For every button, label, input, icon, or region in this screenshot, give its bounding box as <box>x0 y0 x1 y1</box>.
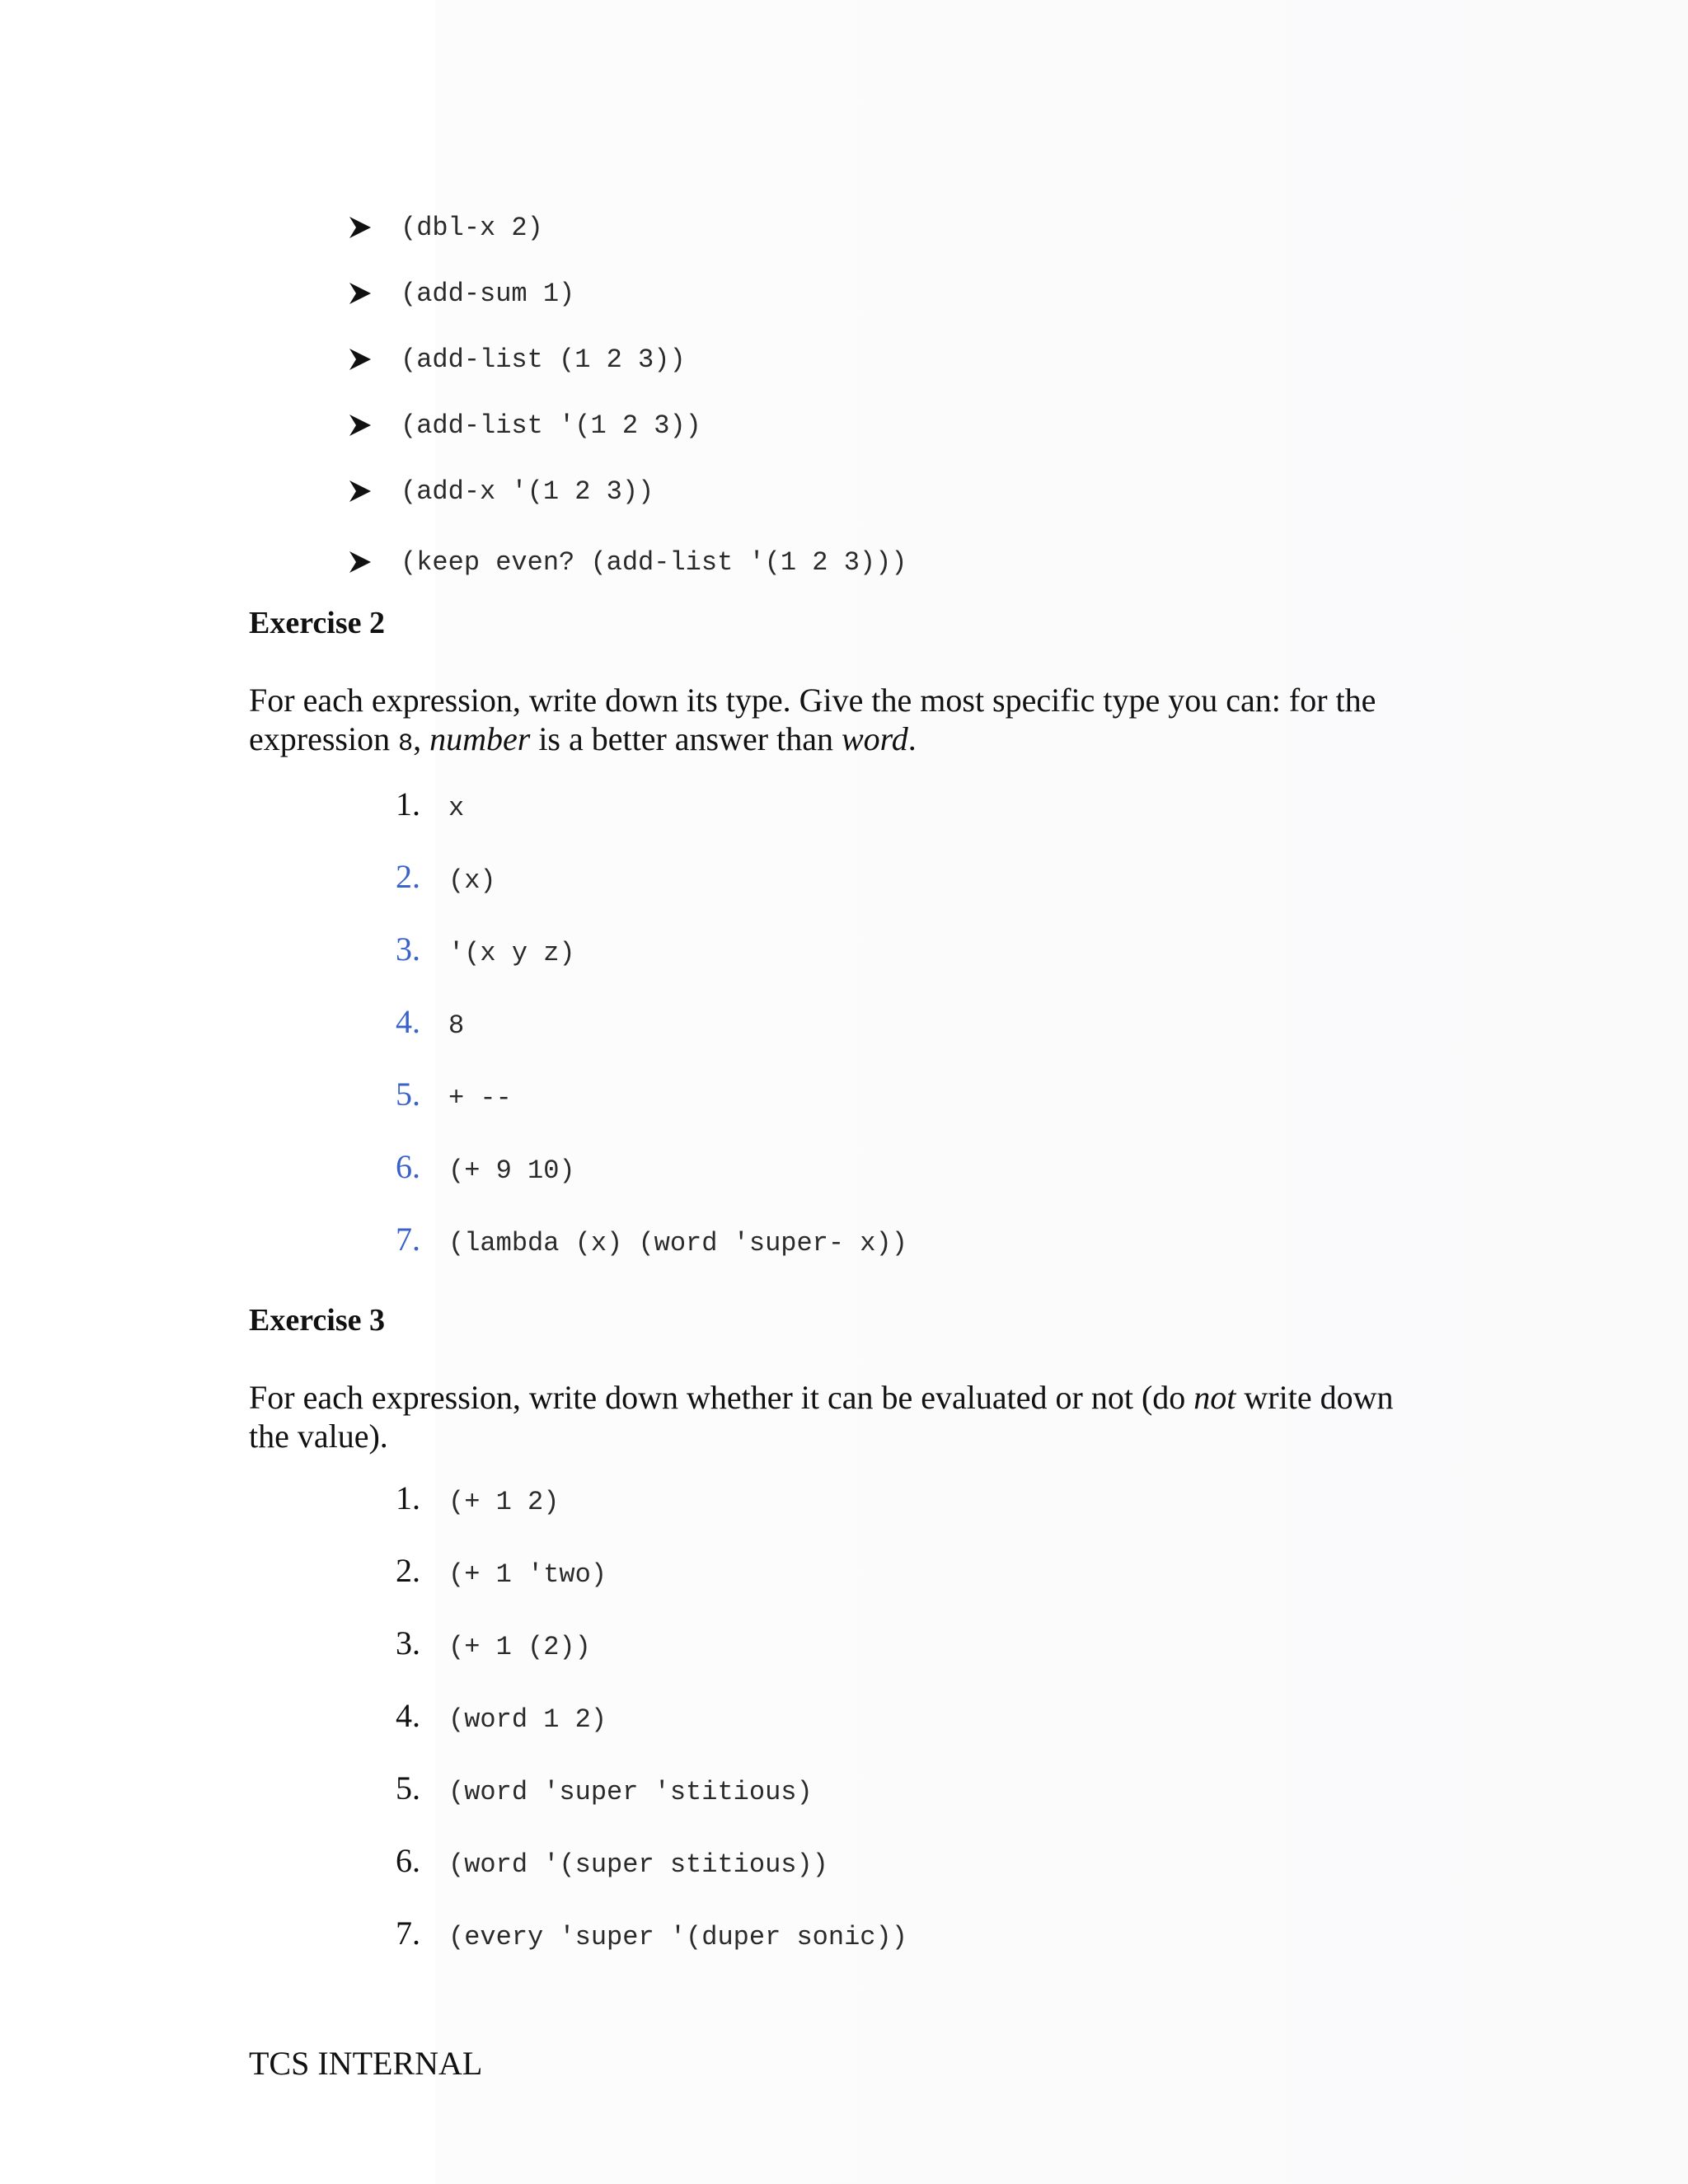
instruction-text: is a better answer than <box>530 720 842 757</box>
list-item <box>396 1220 1550 1292</box>
list-item <box>396 785 1550 857</box>
item-number: 3. <box>396 930 420 968</box>
item-number: 7. <box>396 1915 420 1952</box>
instruction-text: For each expression, write down its type. Give the most specific type you can: for the expression <box>249 682 1376 757</box>
arrowhead-bullet-icon <box>346 411 374 439</box>
arrowhead-bullet-icon <box>346 548 374 576</box>
item-number: 1. <box>396 785 420 823</box>
list-item <box>396 1841 1550 1914</box>
item-code: 8 <box>448 1010 465 1041</box>
item-number: 2. <box>396 858 420 895</box>
item-code: (every 'super '(duper sonic)) <box>448 1922 907 1952</box>
item-number: 1. <box>396 1479 420 1516</box>
list-item <box>396 1551 1550 1624</box>
emphasis-text: not <box>1193 1379 1236 1416</box>
list-item <box>396 1914 1550 1986</box>
item-number: 4. <box>396 1003 420 1040</box>
item-number: 6. <box>396 1148 420 1185</box>
item-number: 5. <box>396 1769 420 1807</box>
item-number: 5. <box>396 1076 420 1113</box>
exercise-3-list <box>396 1479 1550 1986</box>
item-number: 3. <box>396 1624 420 1661</box>
item-code: (lambda (x) (word 'super- x)) <box>448 1228 907 1258</box>
bullet-code: (add-sum 1) <box>401 278 575 309</box>
list-item <box>396 1075 1550 1147</box>
list-item <box>396 1769 1550 1841</box>
arrowhead-bullet-icon <box>346 477 374 505</box>
item-number: 7. <box>396 1221 420 1258</box>
item-code: (word 'super 'stitious) <box>448 1777 813 1807</box>
arrowhead-bullet-icon <box>346 279 374 307</box>
instruction-text: . <box>907 720 917 757</box>
bullet-code: (keep even? (add-list '(1 2 3))) <box>401 546 907 578</box>
item-code: (+ 1 'two) <box>448 1559 607 1590</box>
bullet-item <box>346 260 1582 326</box>
bullet-code: (add-list (1 2 3)) <box>401 344 686 375</box>
bullet-item <box>346 529 1582 595</box>
bullet-list <box>346 194 1582 595</box>
item-number: 2. <box>396 1552 420 1589</box>
arrowhead-bullet-icon <box>346 213 374 241</box>
bullet-item <box>346 194 1582 260</box>
list-item <box>396 1479 1550 1551</box>
bullet-item <box>346 392 1582 458</box>
footer-classification: TCS INTERNAL <box>249 2045 483 2082</box>
arrowhead-bullet-icon <box>346 345 374 373</box>
item-number: 4. <box>396 1697 420 1734</box>
list-item <box>396 1002 1550 1075</box>
bullet-item <box>346 458 1582 524</box>
item-number: 6. <box>396 1842 420 1879</box>
inline-code: 8 <box>398 730 414 758</box>
exercise-3-heading: Exercise 3 <box>249 1303 385 1338</box>
item-code: (+ 9 10) <box>448 1155 575 1186</box>
instruction-text: For each expression, write down whether it can be evaluated or not (do <box>249 1379 1194 1416</box>
exercise-2-instructions <box>249 681 1436 764</box>
instruction-text: write down the value). <box>249 1379 1394 1455</box>
emphasis-text: word <box>841 720 908 757</box>
exercise-2-heading: Exercise 2 <box>249 606 385 640</box>
bullet-item <box>346 326 1582 392</box>
item-code: (word 1 2) <box>448 1704 607 1735</box>
list-item <box>396 1147 1550 1220</box>
item-code: (+ 1 (2)) <box>448 1632 591 1662</box>
bullet-code: (dbl-x 2) <box>401 212 543 243</box>
bullet-code: (add-x '(1 2 3)) <box>401 476 654 507</box>
emphasis-text: number <box>429 720 531 757</box>
list-item <box>396 1624 1550 1696</box>
item-code: (word '(super stitious)) <box>448 1849 828 1880</box>
item-code: (x) <box>448 865 496 896</box>
bullet-code: (add-list '(1 2 3)) <box>401 410 701 441</box>
item-code: + -- <box>448 1083 512 1113</box>
exercise-2-list <box>396 785 1550 1292</box>
list-item <box>396 930 1550 1002</box>
item-code: (+ 1 2) <box>448 1487 560 1517</box>
item-code: '(x y z) <box>448 938 575 968</box>
list-item <box>396 1696 1550 1769</box>
exercise-3-instructions <box>249 1378 1436 1455</box>
instruction-text: , <box>413 720 430 757</box>
item-code: x <box>448 793 465 823</box>
list-item <box>396 857 1550 930</box>
